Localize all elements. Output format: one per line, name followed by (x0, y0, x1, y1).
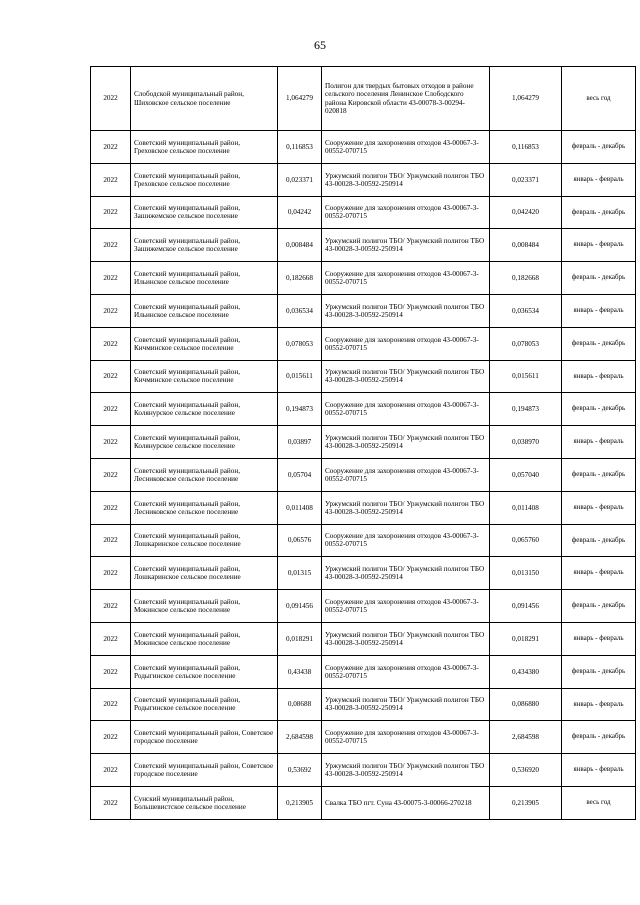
period-cell: январь - февраль (562, 426, 636, 459)
year-cell: 2022 (91, 622, 131, 655)
amount-cell: 0,078053 (490, 327, 562, 360)
value-cell: 0,01315 (278, 557, 322, 590)
year-cell: 2022 (91, 426, 131, 459)
table-row (91, 294, 636, 327)
amount-cell: 0,065760 (490, 524, 562, 557)
facility-cell: Уржумский полигон ТБО/ Уржумский полигон ТБО 43-00028-3-00592-250914 (322, 491, 490, 524)
facility-cell: Уржумский полигон ТБО/ Уржумский полигон ТБО 43-00028-3-00592-250914 (322, 163, 490, 196)
period-cell: январь - февраль (562, 754, 636, 787)
value-cell: 0,04242 (278, 196, 322, 229)
table-row (91, 786, 636, 819)
location-cell: Советский муниципальный район, Зашижемское сельское поселение (131, 229, 278, 262)
location-cell: Советский муниципальный район, Родыгинское сельское поселение (131, 688, 278, 721)
period-cell: январь - февраль (562, 557, 636, 590)
facility-cell: Сооружение для захоронения отходов 43-00067-3-00552-070715 (322, 131, 490, 164)
year-cell: 2022 (91, 131, 131, 164)
facility-cell: Сооружение для захоронения отходов 43-00067-3-00552-070715 (322, 393, 490, 426)
location-cell: Советский муниципальный район, Ильинское сельское поселение (131, 294, 278, 327)
table-row (91, 590, 636, 623)
facility-cell: Уржумский полигон ТБО/ Уржумский полигон ТБО 43-00028-3-00592-250914 (322, 229, 490, 262)
location-cell: Советский муниципальный район, Зашижемское сельское поселение (131, 196, 278, 229)
amount-cell: 0,434380 (490, 655, 562, 688)
period-cell: январь - февраль (562, 294, 636, 327)
location-cell: Советский муниципальный район, Родыгинское сельское поселение (131, 655, 278, 688)
amount-cell: 0,038970 (490, 426, 562, 459)
amount-cell: 0,013150 (490, 557, 562, 590)
amount-cell: 0,182668 (490, 262, 562, 295)
table-row (91, 426, 636, 459)
year-cell: 2022 (91, 721, 131, 754)
year-cell: 2022 (91, 67, 131, 131)
location-cell: Советский муниципальный район, Лесниковское сельское поселение (131, 491, 278, 524)
facility-cell: Уржумский полигон ТБО/ Уржумский полигон ТБО 43-00028-3-00592-250914 (322, 360, 490, 393)
value-cell: 0,116853 (278, 131, 322, 164)
facility-cell: Сооружение для захоронения отходов 43-00067-3-00552-070715 (322, 196, 490, 229)
amount-cell: 0,036534 (490, 294, 562, 327)
period-cell: январь - февраль (562, 491, 636, 524)
table-row (91, 67, 636, 131)
location-cell: Советский муниципальный район, Советское городское поселение (131, 721, 278, 754)
amount-cell: 0,008484 (490, 229, 562, 262)
period-cell: февраль - декабрь (562, 655, 636, 688)
table-body (91, 67, 636, 820)
value-cell: 0,018291 (278, 622, 322, 655)
amount-cell: 0,042420 (490, 196, 562, 229)
facility-cell: Сооружение для захоронения отходов 43-00067-3-00552-070715 (322, 655, 490, 688)
amount-cell: 0,023371 (490, 163, 562, 196)
amount-cell: 0,086880 (490, 688, 562, 721)
amount-cell: 1,064279 (490, 67, 562, 131)
year-cell: 2022 (91, 655, 131, 688)
facility-cell: Сооружение для захоронения отходов 43-00067-3-00552-070715 (322, 458, 490, 491)
value-cell: 1,064279 (278, 67, 322, 131)
facility-cell: Уржумский полигон ТБО/ Уржумский полигон ТБО 43-00028-3-00592-250914 (322, 294, 490, 327)
value-cell: 0,213905 (278, 786, 322, 819)
period-cell: январь - февраль (562, 622, 636, 655)
period-cell: февраль - декабрь (562, 393, 636, 426)
facility-cell: Уржумский полигон ТБО/ Уржумский полигон ТБО 43-00028-3-00592-250914 (322, 622, 490, 655)
value-cell: 0,53692 (278, 754, 322, 787)
location-cell: Советский муниципальный район, Колянурское сельское поселение (131, 393, 278, 426)
amount-cell: 0,536920 (490, 754, 562, 787)
value-cell: 0,43438 (278, 655, 322, 688)
facility-cell: Полигон для твердых бытовых отходов в районе сельского поселения Ленинское Слободского района Кировской области 43-00078-3-00294-020818 (322, 67, 490, 131)
value-cell: 0,091456 (278, 590, 322, 623)
table-row (91, 262, 636, 295)
table-row (91, 622, 636, 655)
facility-cell: Уржумский полигон ТБО/ Уржумский полигон ТБО 43-00028-3-00592-250914 (322, 688, 490, 721)
table-row (91, 491, 636, 524)
period-cell: февраль - декабрь (562, 524, 636, 557)
amount-cell: 2,684598 (490, 721, 562, 754)
table-row (91, 721, 636, 754)
period-cell: февраль - декабрь (562, 131, 636, 164)
year-cell: 2022 (91, 327, 131, 360)
location-cell: Советский муниципальный район, Греховское сельское поселение (131, 131, 278, 164)
amount-cell: 0,057040 (490, 458, 562, 491)
period-cell: весь год (562, 67, 636, 131)
value-cell: 0,06576 (278, 524, 322, 557)
amount-cell: 0,015611 (490, 360, 562, 393)
value-cell: 0,023371 (278, 163, 322, 196)
table-row (91, 524, 636, 557)
facility-cell: Сооружение для захоронения отходов 43-00067-3-00552-070715 (322, 590, 490, 623)
year-cell: 2022 (91, 524, 131, 557)
value-cell: 0,015611 (278, 360, 322, 393)
value-cell: 2,684598 (278, 721, 322, 754)
year-cell: 2022 (91, 786, 131, 819)
page-number: 65 (314, 38, 326, 52)
value-cell: 0,08688 (278, 688, 322, 721)
period-cell: февраль - декабрь (562, 721, 636, 754)
value-cell: 0,078053 (278, 327, 322, 360)
location-cell: Советский муниципальный район, Кичминское сельское поселение (131, 360, 278, 393)
period-cell: январь - февраль (562, 229, 636, 262)
location-cell: Советский муниципальный район, Мокинское сельское поселение (131, 622, 278, 655)
year-cell: 2022 (91, 754, 131, 787)
table-row (91, 360, 636, 393)
table-row (91, 557, 636, 590)
table-row (91, 655, 636, 688)
year-cell: 2022 (91, 360, 131, 393)
amount-cell: 0,194873 (490, 393, 562, 426)
table-row (91, 393, 636, 426)
location-cell: Советский муниципальный район, Лошкаринское сельское поселение (131, 557, 278, 590)
value-cell: 0,05704 (278, 458, 322, 491)
value-cell: 0,011408 (278, 491, 322, 524)
facility-cell: Сооружение для захоронения отходов 43-00067-3-00552-070715 (322, 524, 490, 557)
amount-cell: 0,116853 (490, 131, 562, 164)
facility-cell: Свалка ТБО пгт. Суна 43-00075-3-00066-270218 (322, 786, 490, 819)
table-row (91, 754, 636, 787)
year-cell: 2022 (91, 163, 131, 196)
facility-cell: Уржумский полигон ТБО/ Уржумский полигон ТБО 43-00028-3-00592-250914 (322, 754, 490, 787)
location-cell: Советский муниципальный район, Ильинское сельское поселение (131, 262, 278, 295)
year-cell: 2022 (91, 458, 131, 491)
amount-cell: 0,213905 (490, 786, 562, 819)
value-cell: 0,036534 (278, 294, 322, 327)
table-row (91, 229, 636, 262)
location-cell: Советский муниципальный район, Лошкаринское сельское поселение (131, 524, 278, 557)
location-cell: Советский муниципальный район, Советское городское поселение (131, 754, 278, 787)
period-cell: февраль - декабрь (562, 196, 636, 229)
year-cell: 2022 (91, 557, 131, 590)
table-row (91, 196, 636, 229)
facility-cell: Уржумский полигон ТБО/ Уржумский полигон ТБО 43-00028-3-00592-250914 (322, 426, 490, 459)
location-cell: Советский муниципальный район, Лесниковское сельское поселение (131, 458, 278, 491)
year-cell: 2022 (91, 196, 131, 229)
table-row (91, 131, 636, 164)
value-cell: 0,194873 (278, 393, 322, 426)
location-cell: Слободской муниципальный район, Шиховское сельское поселение (131, 67, 278, 131)
value-cell: 0,008484 (278, 229, 322, 262)
amount-cell: 0,011408 (490, 491, 562, 524)
period-cell: январь - февраль (562, 360, 636, 393)
period-cell: февраль - декабрь (562, 458, 636, 491)
year-cell: 2022 (91, 294, 131, 327)
period-cell: январь - февраль (562, 163, 636, 196)
facility-cell: Сооружение для захоронения отходов 43-00067-3-00552-070715 (322, 327, 490, 360)
location-cell: Сунский муниципальный район, Большевистское сельское поселение (131, 786, 278, 819)
year-cell: 2022 (91, 262, 131, 295)
year-cell: 2022 (91, 393, 131, 426)
year-cell: 2022 (91, 688, 131, 721)
location-cell: Советский муниципальный район, Мокинское сельское поселение (131, 590, 278, 623)
amount-cell: 0,091456 (490, 590, 562, 623)
year-cell: 2022 (91, 229, 131, 262)
table-row (91, 327, 636, 360)
period-cell: февраль - декабрь (562, 327, 636, 360)
period-cell: январь - февраль (562, 688, 636, 721)
facility-cell: Сооружение для захоронения отходов 43-00067-3-00552-070715 (322, 721, 490, 754)
period-cell: весь год (562, 786, 636, 819)
period-cell: февраль - декабрь (562, 262, 636, 295)
period-cell: февраль - декабрь (562, 590, 636, 623)
value-cell: 0,03897 (278, 426, 322, 459)
table-row (91, 688, 636, 721)
location-cell: Советский муниципальный район, Кичминское сельское поселение (131, 327, 278, 360)
facility-cell: Уржумский полигон ТБО/ Уржумский полигон ТБО 43-00028-3-00592-250914 (322, 557, 490, 590)
table-row (91, 163, 636, 196)
facility-cell: Сооружение для захоронения отходов 43-00067-3-00552-070715 (322, 262, 490, 295)
location-cell: Советский муниципальный район, Колянурское сельское поселение (131, 426, 278, 459)
waste-registry-table (90, 66, 636, 820)
value-cell: 0,182668 (278, 262, 322, 295)
year-cell: 2022 (91, 491, 131, 524)
year-cell: 2022 (91, 590, 131, 623)
location-cell: Советский муниципальный район, Греховское сельское поселение (131, 163, 278, 196)
table-row (91, 458, 636, 491)
amount-cell: 0,018291 (490, 622, 562, 655)
